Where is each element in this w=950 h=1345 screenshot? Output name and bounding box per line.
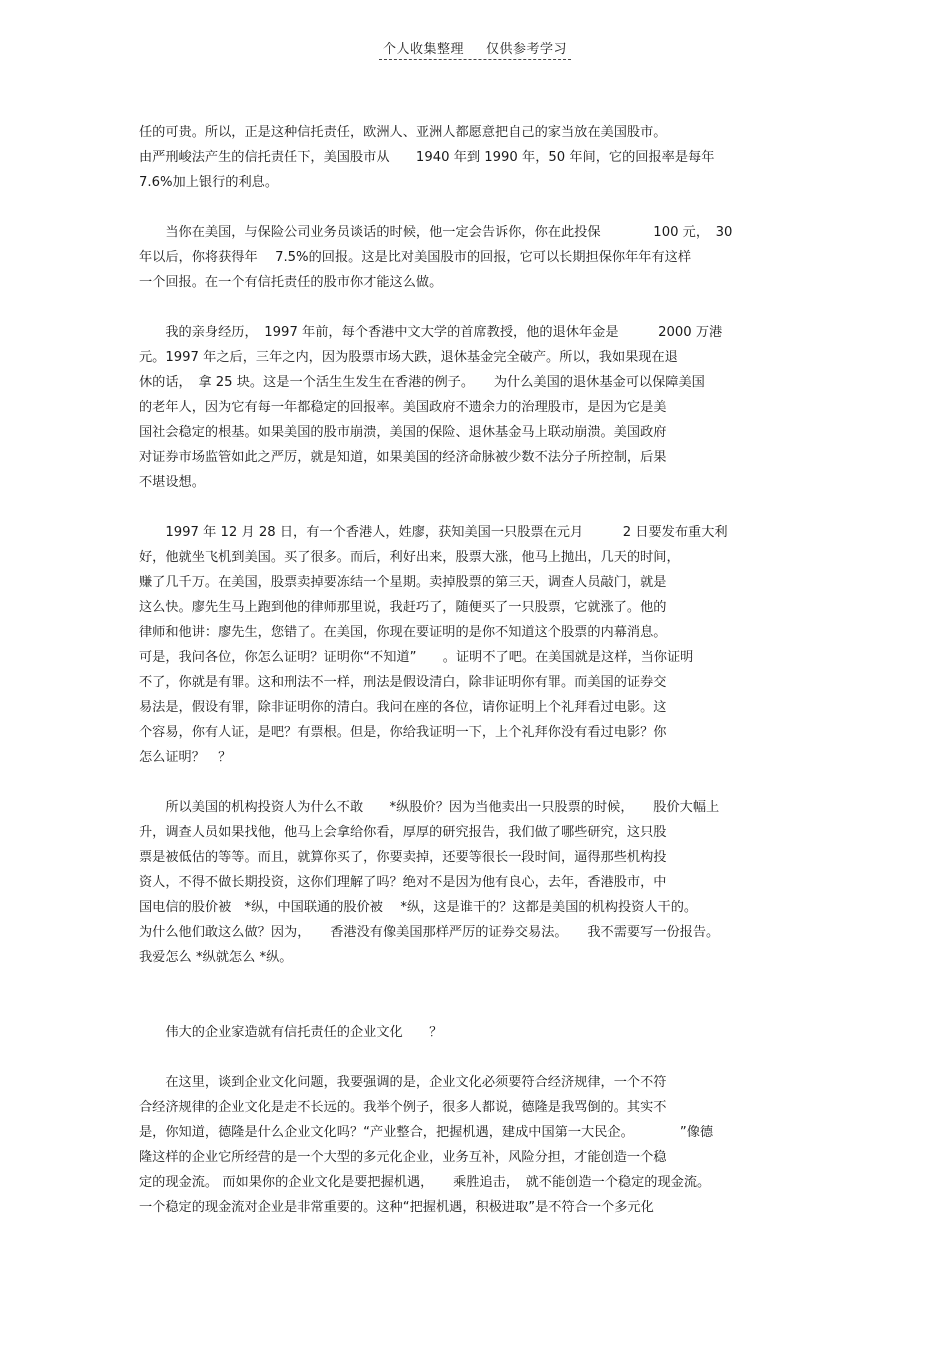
header-right-text: 仅供参考学习 (486, 42, 568, 57)
text-line: 国社会稳定的根基。如果美国的股市崩溃，美国的保险、退休基金马上联动崩溃。美国政府 (139, 425, 667, 440)
text-line: 1997 年 12 月 28 日，有一个香港人，姓廖，获知美国一只股票在元月 2 日要发布重大利 (139, 525, 728, 540)
text-line: 不堪设想。 (139, 475, 205, 490)
text-line: 赚了几千万。在美国，股票卖掉要冻结一个星期。卖掉股票的第三天，调查人员敲门，就是 (139, 575, 667, 590)
text-line: 隆这样的企业它所经营的是一个大型的多元化企业，业务互补，风险分担，才能创造一个稳 (139, 1150, 667, 1165)
text-line: 年以后，你将获得年 7.5%的回报。这是比对美国股市的回报，它可以长期担保你年年有这样 (139, 250, 692, 265)
text-line: 我的亲身经历， 1997 年前，每个香港中文大学的首席教授，他的退休年金是 2000 万港 (139, 325, 723, 340)
document-body (139, 120, 819, 1220)
header-banner (379, 38, 571, 60)
paragraph-gap (139, 1045, 819, 1070)
text-line: 所以美国的机构投资人为什么不敢 *纵股价？因为当他卖出一只股票的时候， 股价大幅上 (139, 800, 720, 815)
text-line: 票是被低估的等等。而且，就算你买了，你要卖掉，还要等很长一段时间，逼得那些机构投 (139, 850, 667, 865)
text-line: 定的现金流。 而如果你的企业文化是要把握机遇， 乘胜追击， 就不能创造一个稳定的现金流。 (139, 1175, 711, 1190)
text-line: 为什么他们敢这么做？因为， 香港没有像美国那样严厉的证券交易法。 我不需要写一份报告。 (139, 925, 720, 940)
paragraph-gap (139, 195, 819, 220)
text-line: 国电信的股价被 *纵，中国联通的股价被 *纵，这是谁干的？这都是美国的机构投资人干的。 (139, 900, 698, 915)
paragraph (139, 120, 819, 195)
text-line: 在这里，谈到企业文化问题，我要强调的是，企业文化必须要符合经济规律，一个不符 (139, 1075, 667, 1090)
paragraph (139, 220, 819, 295)
paragraph-gap (139, 495, 819, 520)
paragraph-gap (139, 770, 819, 795)
paragraph (139, 320, 819, 495)
text-line: 元。1997 年之后，三年之内，因为股票市场大跌，退休基金完全破产。所以，我如果现在退 (139, 350, 678, 365)
text-line: 一个回报。在一个有信托责任的股市你才能这么做。 (139, 275, 443, 290)
page-header (0, 38, 950, 60)
paragraph-gap (139, 295, 819, 320)
text-line: 不了，你就是有罪。这和刑法不一样，刑法是假设清白，除非证明你有罪。而美国的证券交 (139, 675, 667, 690)
paragraph (139, 1070, 819, 1220)
text-line: 好，他就坐飞机到美国。买了很多。而后，利好出来，股票大涨，他马上抛出，几天的时间， (139, 550, 680, 565)
text-line: 任的可贵。所以，正是这种信托责任，欧洲人、亚洲人都愿意把自己的家当放在美国股市。 (139, 125, 667, 140)
text-line: 7.6%加上银行的利息。 (139, 175, 279, 190)
paragraph (139, 520, 819, 770)
text-line: 伟大的企业家造就有信托责任的企业文化 ？ (139, 1025, 443, 1040)
text-line: 由严刑峻法产生的信托责任下，美国股市从 1940 年到 1990 年，50 年间，它的回报率是每年 (139, 150, 715, 165)
text-line: 律师和他讲：廖先生，您错了。在美国，你现在要证明的是你不知道这个股票的内幕消息。 (139, 625, 667, 640)
text-line: 资人，不得不做长期投资，这你们理解了吗？绝对不是因为他有良心，去年，香港股市，中 (139, 875, 667, 890)
section-heading (139, 1020, 819, 1045)
header-left-text: 个人收集整理 (382, 42, 464, 57)
text-line: 我爱怎么 *纵就怎么 *纵。 (139, 950, 293, 965)
text-line: 可是，我问各位，你怎么证明？证明你“不知道” 。证明不了吧。在美国就是这样，当你证明 (139, 650, 694, 665)
paragraph (139, 795, 819, 970)
text-line: 易法是，假设有罪，除非证明你的清白。我问在座的各位，请你证明上个礼拜看过电影。这 (139, 700, 667, 715)
section-gap (139, 995, 819, 1020)
text-line: 是，你知道，德隆是什么企业文化吗？“产业整合，把握机遇，建成中国第一大民企。 ”像德 (139, 1125, 714, 1140)
text-line: 休的话， 拿 25 块。这是一个活生生发生在香港的例子。 为什么美国的退休基金可以保障美国 (139, 375, 705, 390)
text-line: 合经济规律的企业文化是走不长远的。我举个例子，很多人都说，德隆是我骂倒的。其实不 (139, 1100, 667, 1115)
text-line: 的老年人，因为它有每一年都稳定的回报率。美国政府不遗余力的治理股市，是因为它是美 (139, 400, 667, 415)
paragraph-gap (139, 970, 819, 995)
text-line: 个容易，你有人证，是吧？有票根。但是，你给我证明一下，上个礼拜你没有看过电影？你 (139, 725, 667, 740)
text-line: 一个稳定的现金流对企业是非常重要的。这种“把握机遇，积极进取”是不符合一个多元化 (139, 1200, 654, 1215)
text-line: 怎么证明？ ？ (139, 750, 232, 765)
text-line: 这么快。廖先生马上跑到他的律师那里说，我赶巧了，随便买了一只股票，它就涨了。他的 (139, 600, 667, 615)
text-line: 对证券市场监管如此之严厉，就是知道，如果美国的经济命脉被少数不法分子所控制，后果 (139, 450, 667, 465)
text-line: 升，调查人员如果找他，他马上会拿给你看，厚厚的研究报告，我们做了哪些研究，这只股 (139, 825, 667, 840)
text-line: 当你在美国，与保险公司业务员谈话的时候，他一定会告诉你，你在此投保 100 元， 30 (139, 225, 733, 240)
